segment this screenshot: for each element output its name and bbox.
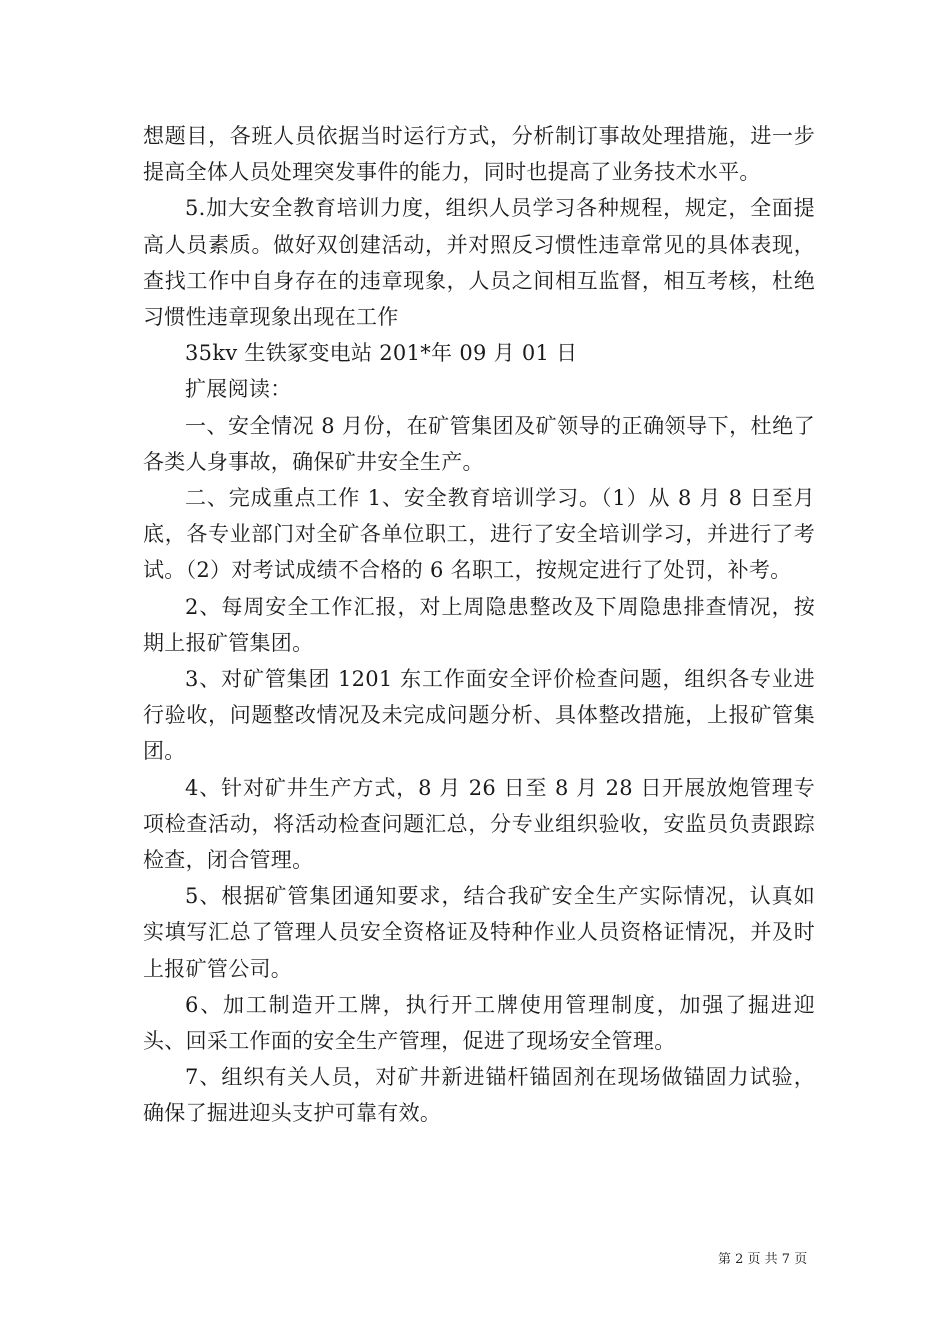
- paragraph-6: 二、完成重点工作 1、安全教育培训学习。（1）从 8 月 8 日至月底，各专业部门对全矿各单位职工，进行了安全培训学习，并进行了考试。（2）对考试成绩不合格的 6 名职工，按规定进行了处罚，补考。: [143, 486, 815, 583]
- paragraph-extended-reading: 扩展阅读：: [185, 377, 292, 402]
- paragraph-10: 5、根据矿管集团通知要求，结合我矿安全生产实际情况，认真如实填写汇总了管理人员安全资格证及特种作业人员资格证情况，并及时上报矿管公司。: [143, 884, 815, 981]
- paragraph-signature-line: 35kv 生铁冢变电站 201*年 09 月 01 日: [185, 341, 578, 366]
- paragraph-5: 一、安全情况 8 月份，在矿管集团及矿领导的正确领导下，杜绝了各类人身事故，确保矿井安全生产。: [143, 413, 815, 474]
- paragraph-12: 7、组织有关人员，对矿井新进锚杆锚固剂在现场做锚固力试验，确保了掘进迎头支护可靠有效。: [143, 1065, 815, 1126]
- paragraph-1: 想题目，各班人员依据当时运行方式，分析制订事故处理措施，进一步提高全体人员处理突发事件的能力，同时也提高了业务技术水平。: [143, 124, 815, 185]
- paragraph-2: 5.加大安全教育培训力度，组织人员学习各种规程，规定，全面提高人员素质。做好双创建活动，并对照反习惯性违章常见的具体表现，查找工作中自身存在的违章现象，人员之间相互监督，相互考核，杜绝习惯性违章现象出现在工作: [143, 196, 815, 330]
- paragraph-8: 3、对矿管集团 1201 东工作面安全评价检查问题，组织各专业进行验收，问题整改情况及未完成问题分析、具体整改措施，上报矿管集团。: [143, 667, 815, 764]
- paragraph-9: 4、针对矿井生产方式，8 月 26 日至 8 月 28 日开展放炮管理专项检查活动，将活动检查问题汇总，分专业组织验收，安监员负责跟踪检查，闭合管理。: [143, 775, 815, 873]
- document-body: [143, 118, 815, 1132]
- paragraph-7: 2、每周安全工作汇报，对上周隐患整改及下周隐患排查情况，按期上报矿管集团。: [143, 594, 815, 655]
- page-number-footer: 第 2 页 共 7 页: [718, 1252, 808, 1267]
- paragraph-11: 6、加工制造开工牌，执行开工牌使用管理制度，加强了掘进迎头、回采工作面的安全生产管理，促进了现场安全管理。: [143, 992, 815, 1054]
